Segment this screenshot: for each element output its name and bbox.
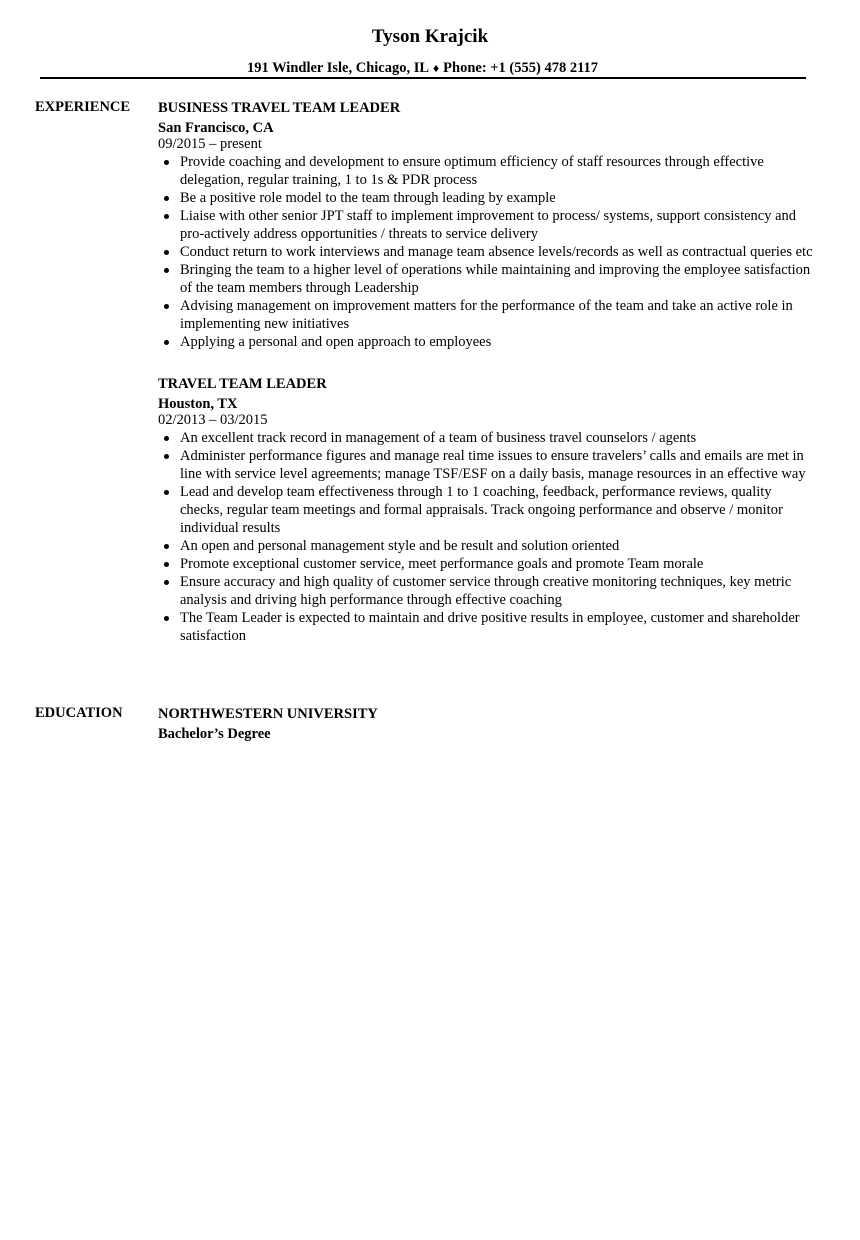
- bullet-icon: [164, 490, 169, 495]
- list-item: [158, 429, 818, 447]
- section-label-experience: EXPERIENCE: [35, 99, 131, 115]
- bullet-text: An excellent track record in management of a team of business travel counselors / agents: [180, 430, 697, 446]
- bullet-text: Administer performance figures and manage real time issues to ensure travelers’ calls and emails are met in line with service level agreements; manage TSF/ESF on a daily basis, manage resources in an effective way: [180, 448, 806, 482]
- bullet-icon: [164, 340, 169, 345]
- school-name: NORTHWESTERN UNIVERSITY: [158, 706, 378, 722]
- bullet-text: Bringing the team to a higher level of operations while maintaining and improving the employee satisfaction of the team members through Leadership: [180, 262, 811, 296]
- job-dates: 02/2013 – 03/2015: [158, 412, 268, 428]
- bullet-text: Be a positive role model to the team through leading by example: [180, 190, 556, 206]
- list-item: [158, 261, 818, 297]
- job-entry: [158, 375, 818, 645]
- bullet-icon: [164, 616, 169, 621]
- list-item: [158, 555, 818, 573]
- bullet-icon: [164, 196, 169, 201]
- bullet-text: Liaise with other senior JPT staff to implement improvement to process/ systems, support consistency and pro-actively address opportunities / threats to service delivery: [180, 208, 797, 242]
- bullet-icon: [164, 268, 169, 273]
- contact-address: 191 Windler Isle, Chicago, IL: [246, 60, 430, 76]
- bullet-icon: [164, 304, 169, 309]
- contact-line: [0, 59, 845, 77]
- job-entry: [158, 99, 818, 351]
- list-item: [158, 333, 818, 351]
- bullet-text: An open and personal management style and be result and solution oriented: [180, 538, 620, 554]
- education-section: [158, 704, 818, 742]
- bullet-icon: [164, 436, 169, 441]
- bullet-text: Conduct return to work interviews and manage team absence levels/records as well as contractual queries etc: [180, 244, 813, 260]
- job-title: TRAVEL TEAM LEADER: [158, 376, 327, 392]
- bullet-text: Applying a personal and open approach to employees: [180, 334, 492, 350]
- contact-phone: Phone: +1 (555) 478 2117: [443, 60, 599, 76]
- job-location: Houston, TX: [158, 396, 238, 412]
- list-item: [158, 573, 818, 609]
- degree: Bachelor’s Degree: [158, 726, 271, 742]
- list-item: [158, 537, 818, 555]
- list-item: [158, 609, 818, 645]
- list-item: [158, 243, 818, 261]
- bullet-text: Advising management on improvement matters for the performance of the team and take an active role in implementing new initiatives: [180, 298, 793, 332]
- list-item: [158, 189, 818, 207]
- bullet-text: Promote exceptional customer service, meet performance goals and promote Team morale: [180, 556, 704, 572]
- list-item: [158, 207, 818, 243]
- job-location: San Francisco, CA: [158, 120, 274, 136]
- candidate-name: Tyson Krajcik: [371, 26, 489, 47]
- bullet-icon: [164, 544, 169, 549]
- experience-section: [158, 98, 818, 645]
- list-item: [158, 153, 818, 189]
- bullet-icon: [164, 250, 169, 255]
- bullet-text: Lead and develop team effectiveness through 1 to 1 coaching, feedback, performance reviews, quality checks, regular team meetings and formal appraisals. Track ongoing performance and observe / monitor individual results: [180, 484, 783, 536]
- section-label-education: EDUCATION: [35, 705, 123, 721]
- diamond-separator-icon: ♦: [433, 61, 440, 75]
- list-item: [158, 447, 818, 483]
- bullet-icon: [164, 580, 169, 585]
- job-bullet-list: [158, 153, 818, 351]
- bullet-text: Provide coaching and development to ensure optimum efficiency of staff resources through effective delegation, regular training, 1 to 1s & PDR process: [180, 154, 764, 188]
- job-bullet-list: [158, 429, 818, 645]
- bullet-icon: [164, 214, 169, 219]
- header-divider: [40, 77, 806, 79]
- list-item: [158, 483, 818, 537]
- job-title: BUSINESS TRAVEL TEAM LEADER: [158, 100, 401, 116]
- bullet-icon: [164, 454, 169, 459]
- bullet-text: The Team Leader is expected to maintain and drive positive results in employee, customer and shareholder satisfaction: [180, 610, 800, 644]
- job-dates: 09/2015 – present: [158, 136, 262, 152]
- list-item: [158, 297, 818, 333]
- bullet-icon: [164, 562, 169, 567]
- bullet-text: Ensure accuracy and high quality of customer service through creative monitoring techniques, key metric analysis and driving high performance through effective coaching: [180, 574, 792, 608]
- bullet-icon: [164, 160, 169, 165]
